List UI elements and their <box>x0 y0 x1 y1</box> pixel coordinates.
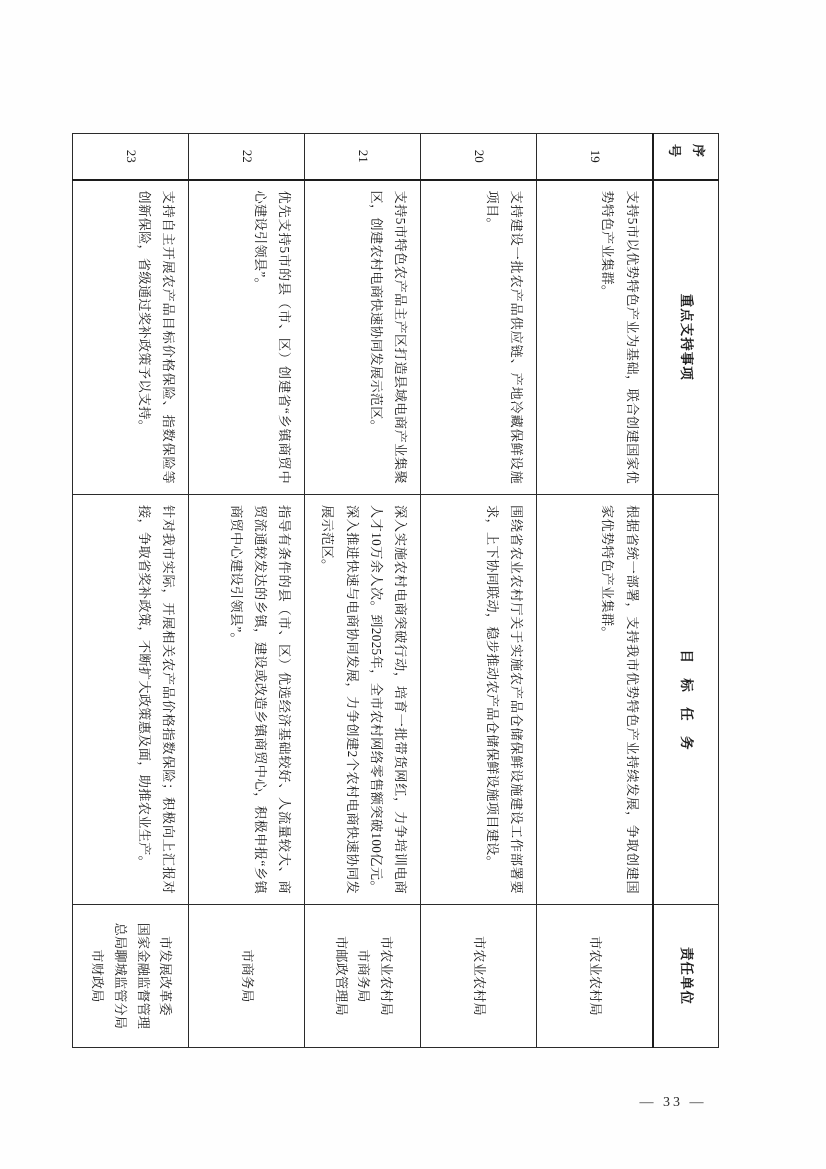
table-row <box>537 134 653 1048</box>
table-row <box>189 134 305 1048</box>
cell-key-support-items <box>73 180 189 495</box>
cell-key-support-items <box>537 180 653 495</box>
policy-support-table <box>72 133 719 1048</box>
table-row <box>421 134 537 1048</box>
header-label-no: 序号 <box>666 144 706 158</box>
cell-target-task <box>305 495 421 905</box>
cell-target-task <box>189 495 305 905</box>
policy-support-table-container <box>90 133 719 1047</box>
cell-no <box>537 134 653 180</box>
row-number: 20 <box>471 149 487 163</box>
header-label-responsible-unit: 责任单位 <box>679 947 695 1005</box>
cell-no <box>189 134 305 180</box>
key-support-items-text: 支持建设一批农产品供应链、产地冷藏保鲜设施项目。 <box>484 190 525 484</box>
page-number: — 33 — <box>639 1095 707 1110</box>
target-task-text: 根据省统一部署，支持我市优势特色产业持续发展，争取创建国家优势特色产业集群。 <box>600 505 640 894</box>
cell-target-task <box>73 495 189 905</box>
cell-key-support-items <box>421 180 537 495</box>
cell-responsible-unit <box>421 905 537 1048</box>
responsible-unit-name: 市商务局 <box>240 949 256 1003</box>
cell-key-support-items <box>189 180 305 495</box>
header-label-target-task: 目 标 任 务 <box>679 649 695 756</box>
key-support-items-text: 支持自主开展农产品目标价格保险、指数保险等创新保险，省级通过奖补政策予以支持。 <box>136 190 177 484</box>
responsible-unit-name: 市邮政管理局 <box>333 936 349 1016</box>
target-task-text: 指导有条件的县（市、区）优选经济基础较好、人流量较大、商贸流通较发达的乡镇，建设或改造乡镇商贸中心，积极申报“乡镇商贸中心建设引领县”。 <box>228 505 293 894</box>
target-task-text: 围绕省农业农村厅关于实施农产品仓储保鲜设施建设工作部署要求，上下协同联动，稳步推动农产品仓储保鲜设施项目建设。 <box>484 505 525 894</box>
responsible-unit-name: 国家金融监督管理 <box>135 922 151 1030</box>
cell-responsible-unit <box>189 905 305 1048</box>
row-number: 21 <box>355 149 371 163</box>
key-support-items-text: 支持5市以优势特色产业为基础，联合创建国家优势特色产业集群。 <box>600 190 640 484</box>
table-row <box>73 134 189 1048</box>
cell-target-task <box>421 495 537 905</box>
target-task-text: 深入实施农村电商突破行动，培育一批带货网红，力争培训电商人才10万余人次。到2025年，全市农村网络零售额突破100亿元。深入推进快速与电商协同发展，力争创建2个农村电商快速协同发展示范区。 <box>320 505 409 894</box>
responsible-unit-name: 市发展改革委 <box>158 936 174 1016</box>
table-header-row <box>653 134 719 1048</box>
responsible-unit-name: 市农业农村局 <box>588 936 604 1016</box>
key-support-items-text: 支持5市特色农产品主产区打造县域电商产业集聚区，创建农村电商快速协同发展示范区。 <box>368 190 409 484</box>
cell-responsible-unit <box>305 905 421 1048</box>
table-row <box>305 134 421 1048</box>
cell-no <box>421 134 537 180</box>
header-label-key-support-items: 重点支持事项 <box>679 293 695 381</box>
header-cell-target-task <box>653 495 719 905</box>
key-support-items-text: 优先支持5市的县（市、区）创建省“乡镇商贸中心建设引领县”。 <box>252 190 293 484</box>
header-cell-key-support-items <box>653 180 719 495</box>
target-task-text: 针对我市实际，开展相关农产品价格指数保险；积极向上汇报对接，争取省奖补政策，不断扩大政策惠及面，助推农业生产。 <box>136 505 177 894</box>
header-cell-no <box>653 134 719 180</box>
cell-key-support-items <box>305 180 421 495</box>
responsible-unit-name: 市财政局 <box>90 949 106 1003</box>
cell-no <box>73 134 189 180</box>
header-cell-responsible-unit <box>653 905 719 1048</box>
responsible-unit-name: 市商务局 <box>356 949 372 1003</box>
responsible-unit-name: 市农业农村局 <box>472 936 488 1016</box>
cell-target-task <box>537 495 653 905</box>
row-number: 22 <box>239 149 255 163</box>
cell-no <box>305 134 421 180</box>
cell-responsible-unit <box>537 905 653 1048</box>
responsible-unit-name: 总局聊城监管分局 <box>112 922 128 1030</box>
row-number: 19 <box>587 149 603 163</box>
cell-responsible-unit <box>73 905 189 1048</box>
responsible-unit-name: 市农业农村局 <box>379 936 395 1016</box>
row-number: 23 <box>123 149 139 163</box>
